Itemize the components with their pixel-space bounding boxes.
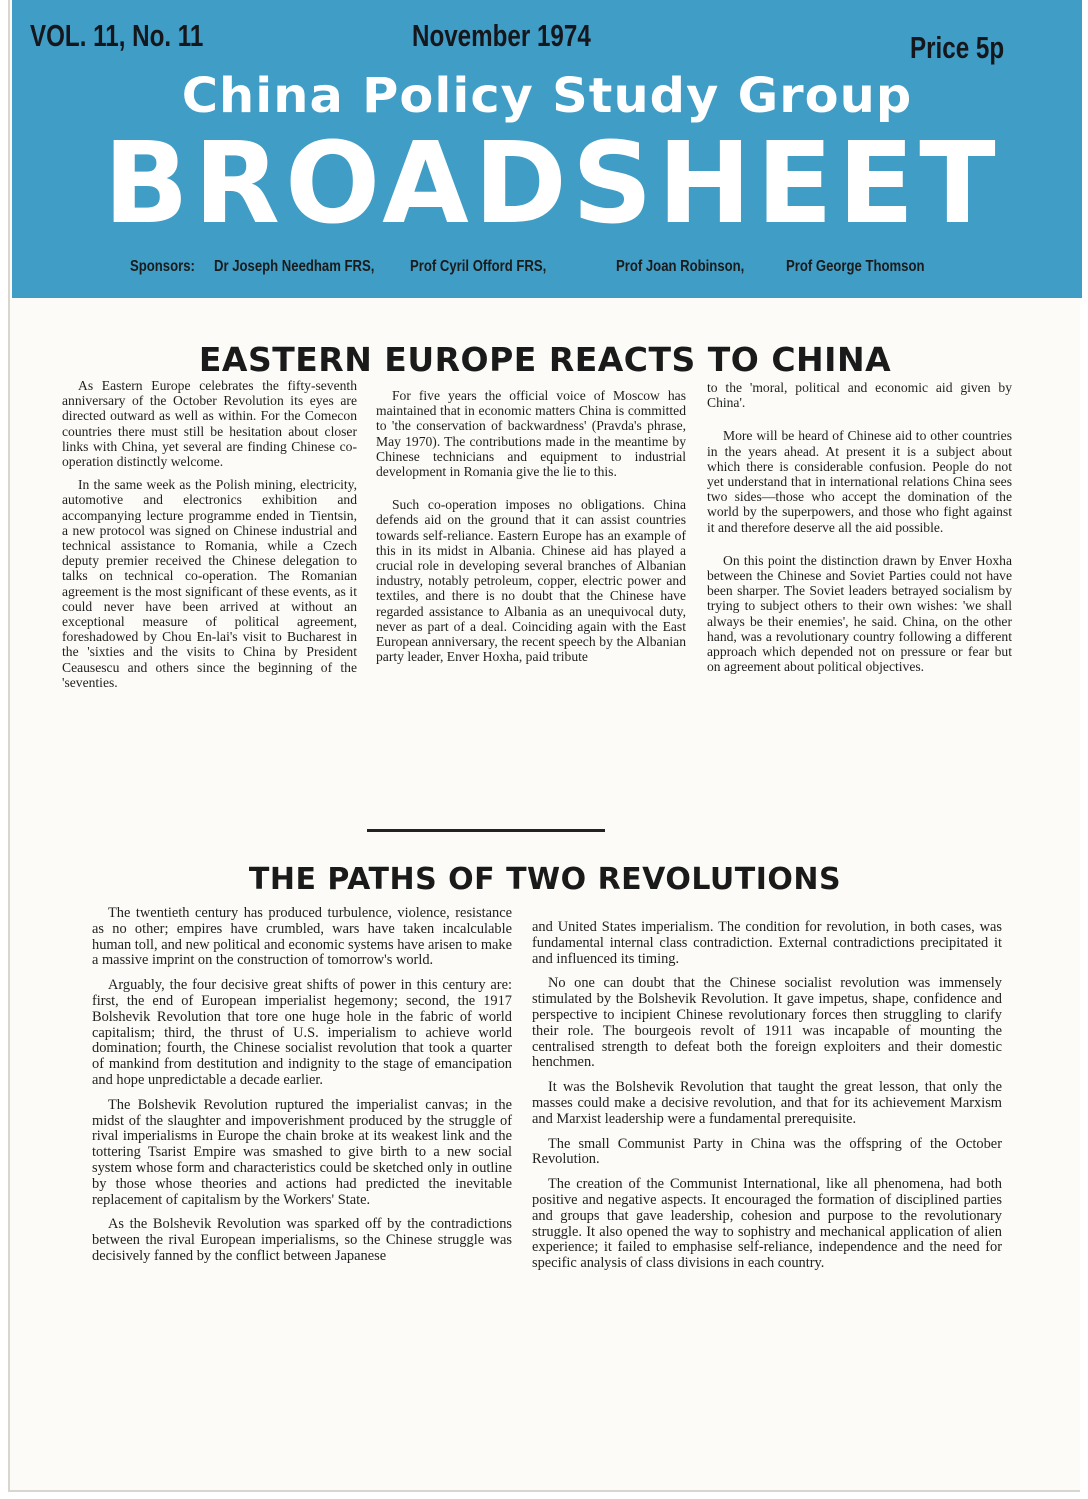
paragraph: and United States imperialism. The condition for revolution, in both cases, was fundamental internal class contradiction. External contradictions precipitated it and influenced its timing.	[532, 919, 1002, 967]
article-headline: THE PATHS OF TWO REVOLUTIONS	[248, 862, 842, 897]
sponsor-name: Prof Cyril Offord FRS,	[410, 258, 547, 275]
paragraph: As the Bolshevik Revolution was sparked off by the contradictions between the rival European imperialisms, so the Chinese struggle was decisively fanned by the conflict between Japanese	[92, 1216, 512, 1264]
paragraph: As Eastern Europe celebrates the fifty-seventh anniversary of the October Revolution its eyes are directed outward as well as within. For the Comecon countries there must still be hesitation about closer links with China, yet several are finding Chinese co-operation distinctly welcome.	[62, 378, 357, 470]
sponsor-name: Dr Joseph Needham FRS,	[214, 258, 375, 275]
paragraph: The twentieth century has produced turbulence, violence, resistance as no other; empires have crumbled, wars have taken incalculable human toll, and new political and economic systems have arisen to make a massive imprint on the construction of tomorrow's world.	[92, 905, 512, 969]
paragraph: More will be heard of Chinese aid to other countries in the years ahead. At present it is a subject about which there is considerable confusion. People do not yet understand that in international relations China sees two sides—those who accept the domination of the world by the superpowers, and those who fight against it and therefore deserve all the aid possible.	[707, 428, 1012, 535]
masthead	[12, 0, 1082, 298]
sponsor-name: Prof Joan Robinson,	[616, 258, 745, 275]
paragraph: No one can doubt that the Chinese socialist revolution was immensely stimulated by the Bolshevik Revolution. It gave impetus, shape, confidence and perspective to incipient Chinese revolutionary forces then struggling to clarify their role. The bourgeois revolt of 1911 was incapable of mounting the centralised strength to defeat both the foreign exploiters and their domestic henchmen.	[532, 975, 1002, 1071]
paragraph: The creation of the Communist International, like all phenomena, had both positive and negative aspects. It encouraged the formation of disciplined parties and groups that gave leadership, cohesion and purpose to the revolutionary struggle. It also opened the way to sophistry and mechanical application of alien experience; it failed to emphasise self-reliance, independence and the need for specific analysis of class divisions in each country.	[532, 1176, 1002, 1272]
price: Price 5p	[910, 30, 1005, 65]
article-column	[62, 378, 357, 698]
issue-date: November 1974	[412, 18, 591, 53]
paragraph: In the same week as the Polish mining, electricity, automotive and electronics exhibition and accompanying lecture programme ended in Tientsin, a new protocol was signed on Chinese industrial and technical assistance to Romania, while a Czech deputy premier received the Chinese delegation to talks on technical co-operation. The Romanian agreement is the most significant of these events, as it could never have been arrived at without an exceptional measure of political agreement, foreshadowed by Chou En-lai's visit to Bucharest in the 'sixties and the visits to China by President Ceausescu and others since the beginning of the 'seventies.	[62, 477, 357, 690]
article-column	[376, 388, 686, 672]
publication-title: BROADSHEET	[103, 119, 1001, 249]
paragraph: For five years the official voice of Moscow has maintained that in economic matters China is committed to 'the conservation of backwardness' (Pravda's phrase, May 1970). The contributions made in the meantime by Chinese technicians and equipment to industrial development in Romania give the lie to this.	[376, 388, 686, 480]
section-divider	[367, 829, 605, 832]
sponsors-label: Sponsors:	[130, 258, 195, 275]
article-column	[92, 906, 512, 1274]
newsletter-page	[8, 0, 1080, 1492]
volume-number: VOL. 11, No. 11	[30, 18, 204, 53]
paragraph: to the 'moral, political and economic aid given by China'.	[707, 380, 1012, 411]
sponsor-name: Prof George Thomson	[786, 258, 925, 275]
paragraph: Such co-operation imposes no obligations. China defends aid on the ground that it can assist countries towards self-reliance. Eastern Europe has an example of this in its midst in Albania. Chinese aid has played a crucial role in developing several branches of Albanian industry, notably petroleum, copper, electric power and textiles, and there is no doubt that the Chinese have regarded assistance to Albania as an unequivocal duty, never as part of a deal. Coinciding again with the East European anniversary, the recent speech by the Albanian party leader, Enver Hoxha, paid tribute	[376, 497, 686, 665]
paragraph: It was the Bolshevik Revolution that taught the great lesson, that only the masses could make a decisive revolution, and that for its achievement Marxism and Marxist leadership were a fundamental prerequisite.	[532, 1079, 1002, 1127]
paragraph: On this point the distinction drawn by Enver Hoxha between the Chinese and Soviet Parties could not have been sharper. The Soviet leaders betrayed socialism by trying to subject others to their own wishes: 'we shall always be their enemies', he said. China, on the other hand, was a revolutionary country following a different approach which depended not on pressure or fear but on agreement about political objectives.	[707, 552, 1012, 675]
article-column	[707, 380, 1012, 682]
paragraph: Arguably, the four decisive great shifts of power in this century are: first, the end of European imperialist hegemony; second, the 1917 Bolshevik Revolution that tore one huge hole in the fabric of world capitalism; third, the thrust of U.S. imperialism to achieve world domination; fourth, the Chinese socialist revolution that took a quarter of mankind from destitution and indignity to the stage of emancipation and hope unpredictable a decade earlier.	[92, 977, 512, 1088]
article-headline: EASTERN EUROPE REACTS TO CHINA	[198, 340, 892, 379]
article-column	[532, 920, 1002, 1281]
group-name: China Policy Study Group	[181, 68, 913, 124]
paragraph: The small Communist Party in China was the offspring of the October Revolution.	[532, 1135, 1002, 1168]
paragraph: The Bolshevik Revolution ruptured the imperialist canvas; in the midst of the slaughter and impoverishment produced by the struggle of rival imperialisms in Europe the chain broke at its weakest link and the tottering Tsarist Empire was smashed to give birth to a new social system whose form and characteristics could be sketched only in outline by those whose theories and actions had predicted the inevitable replacement of capitalism by the Workers' State.	[92, 1096, 512, 1208]
